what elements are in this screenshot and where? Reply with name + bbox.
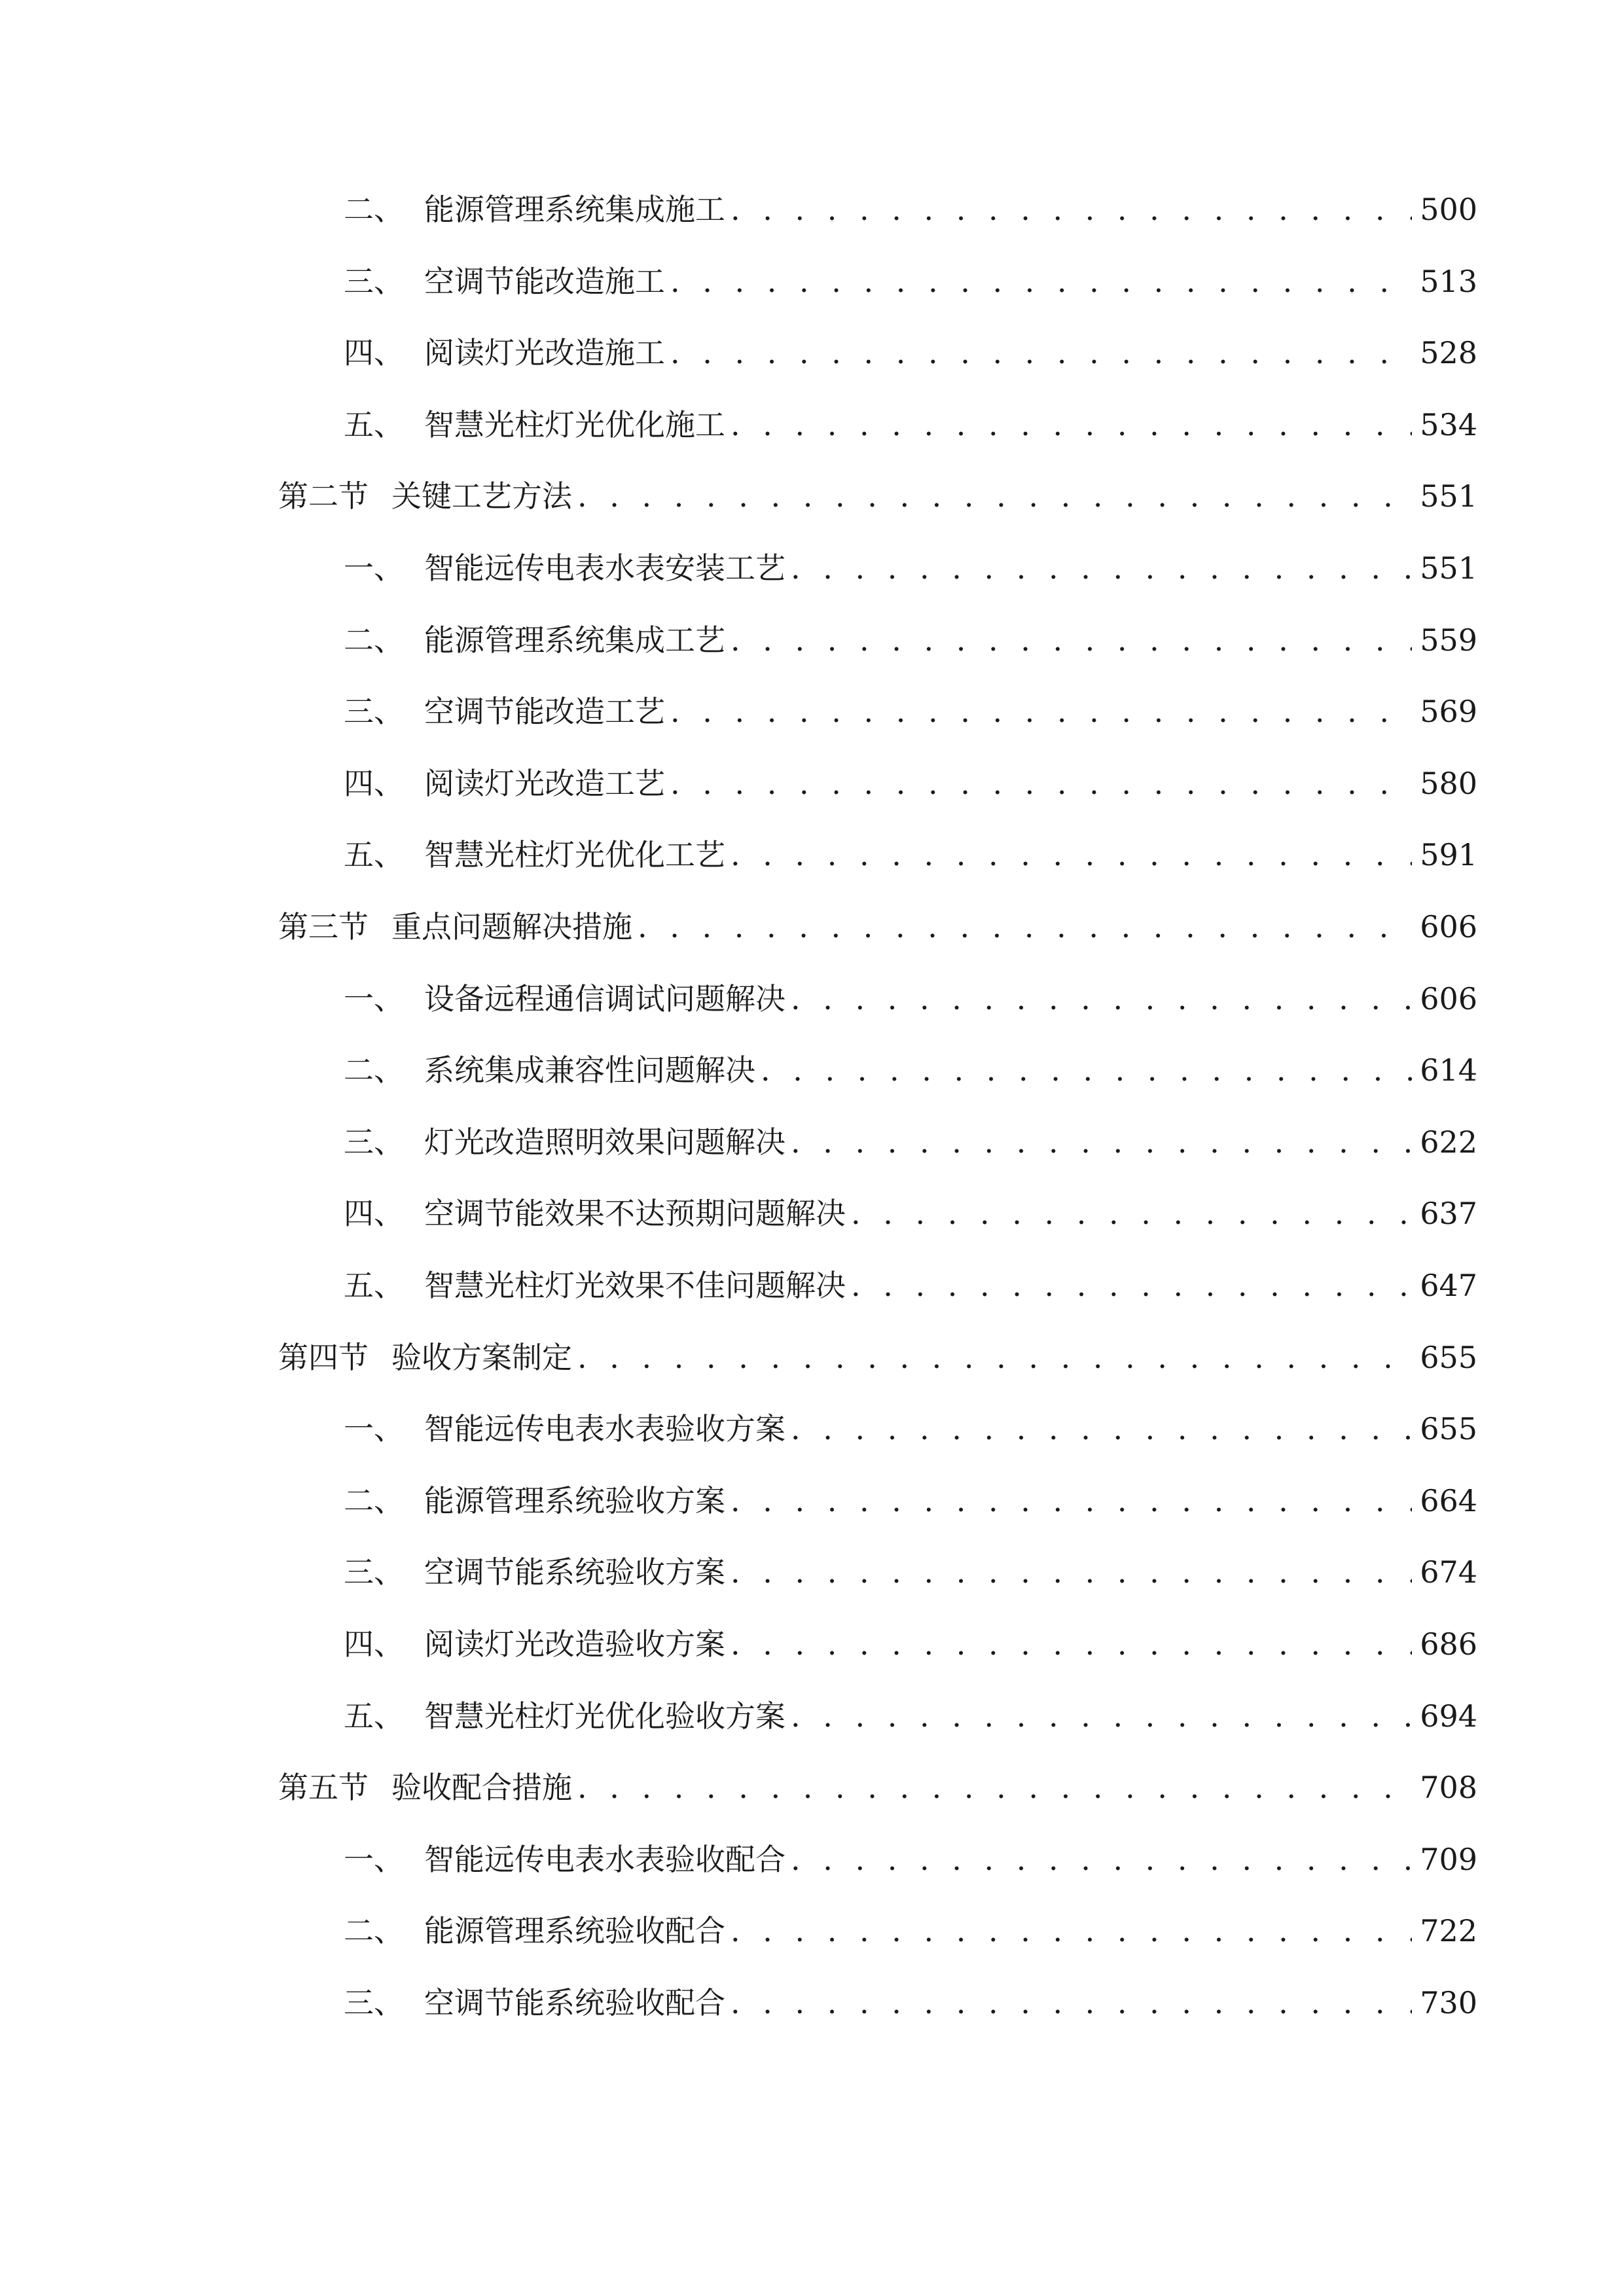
toc-item-entry[interactable] [344,1122,1477,1162]
dot-leader [577,1338,1412,1377]
toc-entry-number: 一、 [344,1842,404,1877]
toc-entry-title: 智能远传电表水表验收方案 [424,1411,785,1446]
dot-leader [731,620,1412,660]
toc-entry-page-number: 647 [1420,1268,1477,1303]
toc-item-entry[interactable] [344,190,1477,229]
dot-leader [670,262,1412,301]
dot-leader [731,190,1412,229]
toc-item-entry[interactable] [344,1266,1477,1305]
toc-entry-title: 智慧光柱灯光优化工艺 [424,837,725,872]
dot-leader [577,1768,1412,1807]
toc-entry-page-number: 655 [1420,1411,1477,1446]
toc-entry-title: 智慧光柱灯光效果不佳问题解决 [424,1268,846,1303]
toc-entry-page-number: 606 [1420,981,1477,1016]
toc-entry-number: 三、 [344,264,404,299]
toc-section-entry[interactable] [278,907,1477,946]
toc-entry-page-number: 664 [1420,1483,1477,1518]
toc-entry-page-number: 551 [1420,550,1477,586]
dot-leader [791,1696,1412,1736]
toc-entry-number: 四、 [344,766,404,801]
toc-item-entry[interactable] [344,333,1477,372]
toc-entry-number: 第三节 [278,909,369,944]
toc-entry-number: 三、 [344,694,404,729]
toc-entry-number: 四、 [344,1626,404,1662]
toc-entry-title: 阅读灯光改造施工 [424,335,665,370]
toc-entry-page-number: 709 [1420,1842,1477,1877]
toc-entry-title: 重点问题解决措施 [391,909,632,944]
dot-leader [851,1266,1412,1305]
toc-entry-number: 一、 [344,1411,404,1446]
dot-leader [731,1624,1412,1664]
toc-entry-title: 智能远传电表水表验收配合 [424,1842,785,1877]
dot-leader [577,476,1412,516]
dot-leader [791,1122,1412,1162]
toc-item-entry[interactable] [344,262,1477,301]
toc-entry-page-number: 528 [1420,335,1477,370]
dot-leader [791,548,1412,588]
toc-item-entry[interactable] [344,1983,1477,2022]
toc-entry-title: 系统集成兼容性问题解决 [424,1052,755,1088]
toc-entry-page-number: 637 [1420,1196,1477,1231]
toc-entry-page-number: 513 [1420,264,1477,299]
toc-section-entry[interactable] [278,476,1477,516]
toc-entry-title: 能源管理系统集成工艺 [424,622,725,658]
toc-entry-title: 验收方案制定 [391,1340,572,1375]
toc-entry-number: 一、 [344,981,404,1016]
dot-leader [670,764,1412,803]
toc-entry-page-number: 551 [1420,478,1477,514]
toc-entry-number: 五、 [344,407,404,442]
toc-item-entry[interactable] [344,979,1477,1018]
toc-entry-page-number: 722 [1420,1913,1477,1948]
toc-entry-page-number: 655 [1420,1340,1477,1375]
dot-leader [638,907,1412,946]
toc-entry-title: 关键工艺方法 [391,478,572,514]
toc-item-entry[interactable] [344,1624,1477,1664]
toc-entry-page-number: 694 [1420,1698,1477,1734]
toc-entry-number: 三、 [344,1124,404,1160]
toc-item-entry[interactable] [344,835,1477,874]
toc-entry-number: 五、 [344,1698,404,1734]
toc-entry-page-number: 622 [1420,1124,1477,1160]
toc-entry-title: 验收配合措施 [391,1770,572,1805]
toc-entry-number: 一、 [344,550,404,586]
toc-entry-title: 空调节能改造工艺 [424,694,665,729]
toc-item-entry[interactable] [344,692,1477,731]
toc-entry-title: 空调节能效果不达预期问题解决 [424,1196,846,1231]
toc-entry-number: 第五节 [278,1770,369,1805]
toc-item-entry[interactable] [344,1409,1477,1448]
toc-entry-title: 空调节能系统验收方案 [424,1554,725,1590]
toc-entry-number: 二、 [344,622,404,658]
toc-entry-title: 空调节能系统验收配合 [424,1985,725,2020]
toc-entry-number: 五、 [344,1268,404,1303]
toc-entry-title: 智慧光柱灯光优化施工 [424,407,725,442]
toc-entry-title: 设备远程通信调试问题解决 [424,981,785,1016]
toc-entry-page-number: 606 [1420,909,1477,944]
toc-entry-title: 智慧光柱灯光优化验收方案 [424,1698,785,1734]
dot-leader [791,1840,1412,1879]
toc-entry-number: 二、 [344,1913,404,1948]
toc-item-entry[interactable] [344,1050,1477,1090]
toc-item-entry[interactable] [344,620,1477,660]
dot-leader [851,1194,1412,1233]
toc-entry-number: 二、 [344,1052,404,1088]
toc-entry-title: 智能远传电表水表安装工艺 [424,550,785,586]
toc-entry-number: 四、 [344,1196,404,1231]
toc-entry-page-number: 686 [1420,1626,1477,1662]
toc-entry-number: 第二节 [278,478,369,514]
dot-leader [731,405,1412,444]
toc-entry-page-number: 534 [1420,407,1477,442]
toc-entry-page-number: 569 [1420,694,1477,729]
dot-leader [670,692,1412,731]
toc-entry-page-number: 500 [1420,192,1477,227]
toc-entry-title: 阅读灯光改造工艺 [424,766,665,801]
dot-leader [731,1552,1412,1592]
dot-leader [731,835,1412,874]
toc-item-entry[interactable] [344,1194,1477,1233]
toc-entry-page-number: 708 [1420,1770,1477,1805]
toc-item-entry[interactable] [344,548,1477,588]
toc-item-entry[interactable] [344,405,1477,444]
dot-leader [791,979,1412,1018]
toc-item-entry[interactable] [344,1481,1477,1520]
toc-section-entry[interactable] [278,1338,1477,1377]
toc-entry-number: 四、 [344,335,404,370]
toc-entry-page-number: 591 [1420,837,1477,872]
toc-entry-number: 五、 [344,837,404,872]
toc-item-entry[interactable] [344,1840,1477,1879]
toc-entry-number: 三、 [344,1985,404,2020]
toc-entry-title: 阅读灯光改造验收方案 [424,1626,725,1662]
toc-entry-number: 二、 [344,1483,404,1518]
toc-item-entry[interactable] [344,1911,1477,1950]
dot-leader [731,1481,1412,1520]
toc-item-entry[interactable] [344,1552,1477,1592]
dot-leader [761,1050,1412,1090]
toc-entry-page-number: 559 [1420,622,1477,658]
toc-section-entry[interactable] [278,1768,1477,1807]
toc-entry-title: 能源管理系统验收方案 [424,1483,725,1518]
toc-entry-number: 三、 [344,1554,404,1590]
dot-leader [731,1983,1412,2022]
dot-leader [731,1911,1412,1950]
toc-entry-title: 空调节能改造施工 [424,264,665,299]
toc-entry-title: 能源管理系统验收配合 [424,1913,725,1948]
toc-item-entry[interactable] [344,1696,1477,1736]
toc-item-entry[interactable] [344,764,1477,803]
dot-leader [791,1409,1412,1448]
toc-entry-page-number: 674 [1420,1554,1477,1590]
toc-entry-page-number: 580 [1420,766,1477,801]
toc-entry-number: 第四节 [278,1340,369,1375]
toc-entry-number: 二、 [344,192,404,227]
toc-entry-title: 灯光改造照明效果问题解决 [424,1124,785,1160]
toc-entry-title: 能源管理系统集成施工 [424,192,725,227]
dot-leader [670,333,1412,372]
toc-entry-page-number: 730 [1420,1985,1477,2020]
toc-entry-page-number: 614 [1420,1052,1477,1088]
